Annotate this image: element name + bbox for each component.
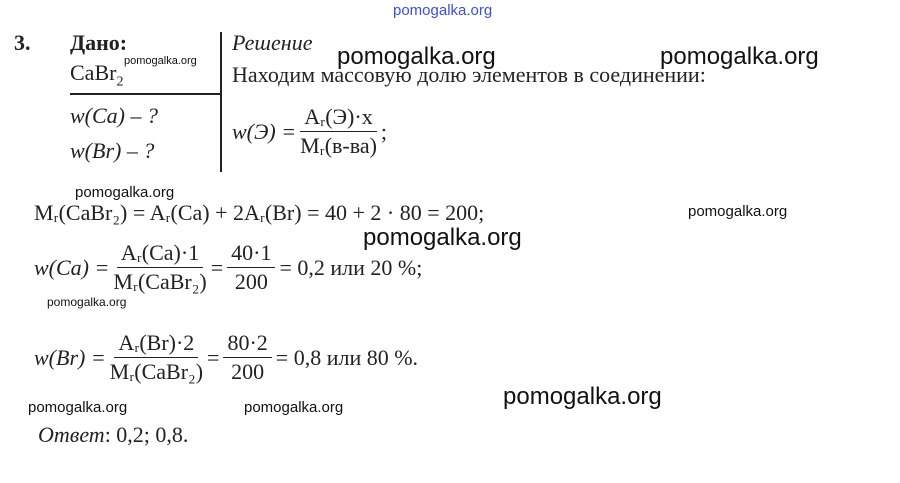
ca-result: = 0,2 или 20 %;: [279, 254, 423, 280]
answer-line: [38, 422, 188, 448]
br-equals: =: [207, 344, 220, 370]
given-vertical-rule: [220, 32, 222, 172]
watermark-medium-3: pomogalka.org: [28, 399, 128, 416]
watermark-large-4: pomogalka.org: [503, 383, 662, 410]
watermark-medium-4: pomogalka.org: [244, 399, 344, 416]
general-fraction: [300, 104, 377, 159]
given-title: Дано:: [70, 30, 128, 55]
br-formula: [34, 330, 418, 385]
general-formula: [232, 104, 387, 159]
br-numerator-2: 80·2: [223, 330, 271, 358]
mr-calculation: Mᵣ(CaBr₂) = Aᵣ(Ca) + 2Aᵣ(Br) = 40 + 2 · 80 = 200;: [34, 200, 485, 225]
ca-lhs: w(Ca) =: [34, 254, 110, 280]
given-formula-sub: 2: [116, 74, 124, 90]
br-denominator-2: 200: [231, 359, 265, 384]
general-tail: ;: [380, 118, 388, 144]
watermark-medium-2: pomogalka.org: [688, 203, 788, 220]
ca-denominator-1: Mᵣ(CaBr₂): [113, 269, 207, 294]
br-fraction-2: [223, 330, 271, 385]
solution-intro: Находим массовую долю элементов в соединении:: [232, 62, 706, 87]
given-divider: [70, 93, 220, 95]
ca-fraction-1: [113, 240, 206, 295]
answer-label: Ответ: [38, 422, 105, 447]
br-denominator-1: Mᵣ(CaBr₂): [109, 359, 204, 384]
ca-fraction-2: [227, 240, 275, 295]
ca-denominator-2: 200: [234, 269, 268, 294]
find-ca: w(Ca) – ?: [70, 103, 158, 128]
watermark-top: pomogalka.org: [393, 2, 493, 19]
general-lhs: w(Э) =: [232, 118, 297, 144]
watermark-large-3: pomogalka.org: [363, 224, 522, 251]
find-br: w(Br) – ?: [70, 138, 155, 163]
br-result: = 0,8 или 80 %.: [275, 344, 419, 370]
general-denominator: Mᵣ(в-ва): [300, 133, 377, 158]
br-lhs: w(Br) =: [34, 344, 106, 370]
answer-value: : 0,2; 0,8.: [104, 422, 189, 447]
br-fraction-1: [110, 330, 203, 385]
solution-title: Решение: [232, 30, 313, 55]
given-formula: [70, 60, 123, 90]
watermark-large-2: pomogalka.org: [660, 43, 819, 70]
watermark-small-given: pomogalka.org: [124, 55, 197, 67]
problem-number: 3.: [14, 30, 31, 55]
ca-equals: =: [210, 254, 224, 280]
watermark-small-2: pomogalka.org: [47, 295, 127, 309]
br-numerator-1: Aᵣ(Br)·2: [114, 330, 198, 358]
watermark-large-1: pomogalka.org: [337, 43, 496, 70]
given-formula-main: CaBr: [70, 60, 117, 85]
watermark-medium-1: pomogalka.org: [75, 184, 175, 201]
ca-numerator-2: 40·1: [227, 240, 275, 268]
general-numerator: Aᵣ(Э)·x: [300, 104, 376, 132]
ca-numerator-1: Aᵣ(Ca)·1: [117, 240, 203, 268]
